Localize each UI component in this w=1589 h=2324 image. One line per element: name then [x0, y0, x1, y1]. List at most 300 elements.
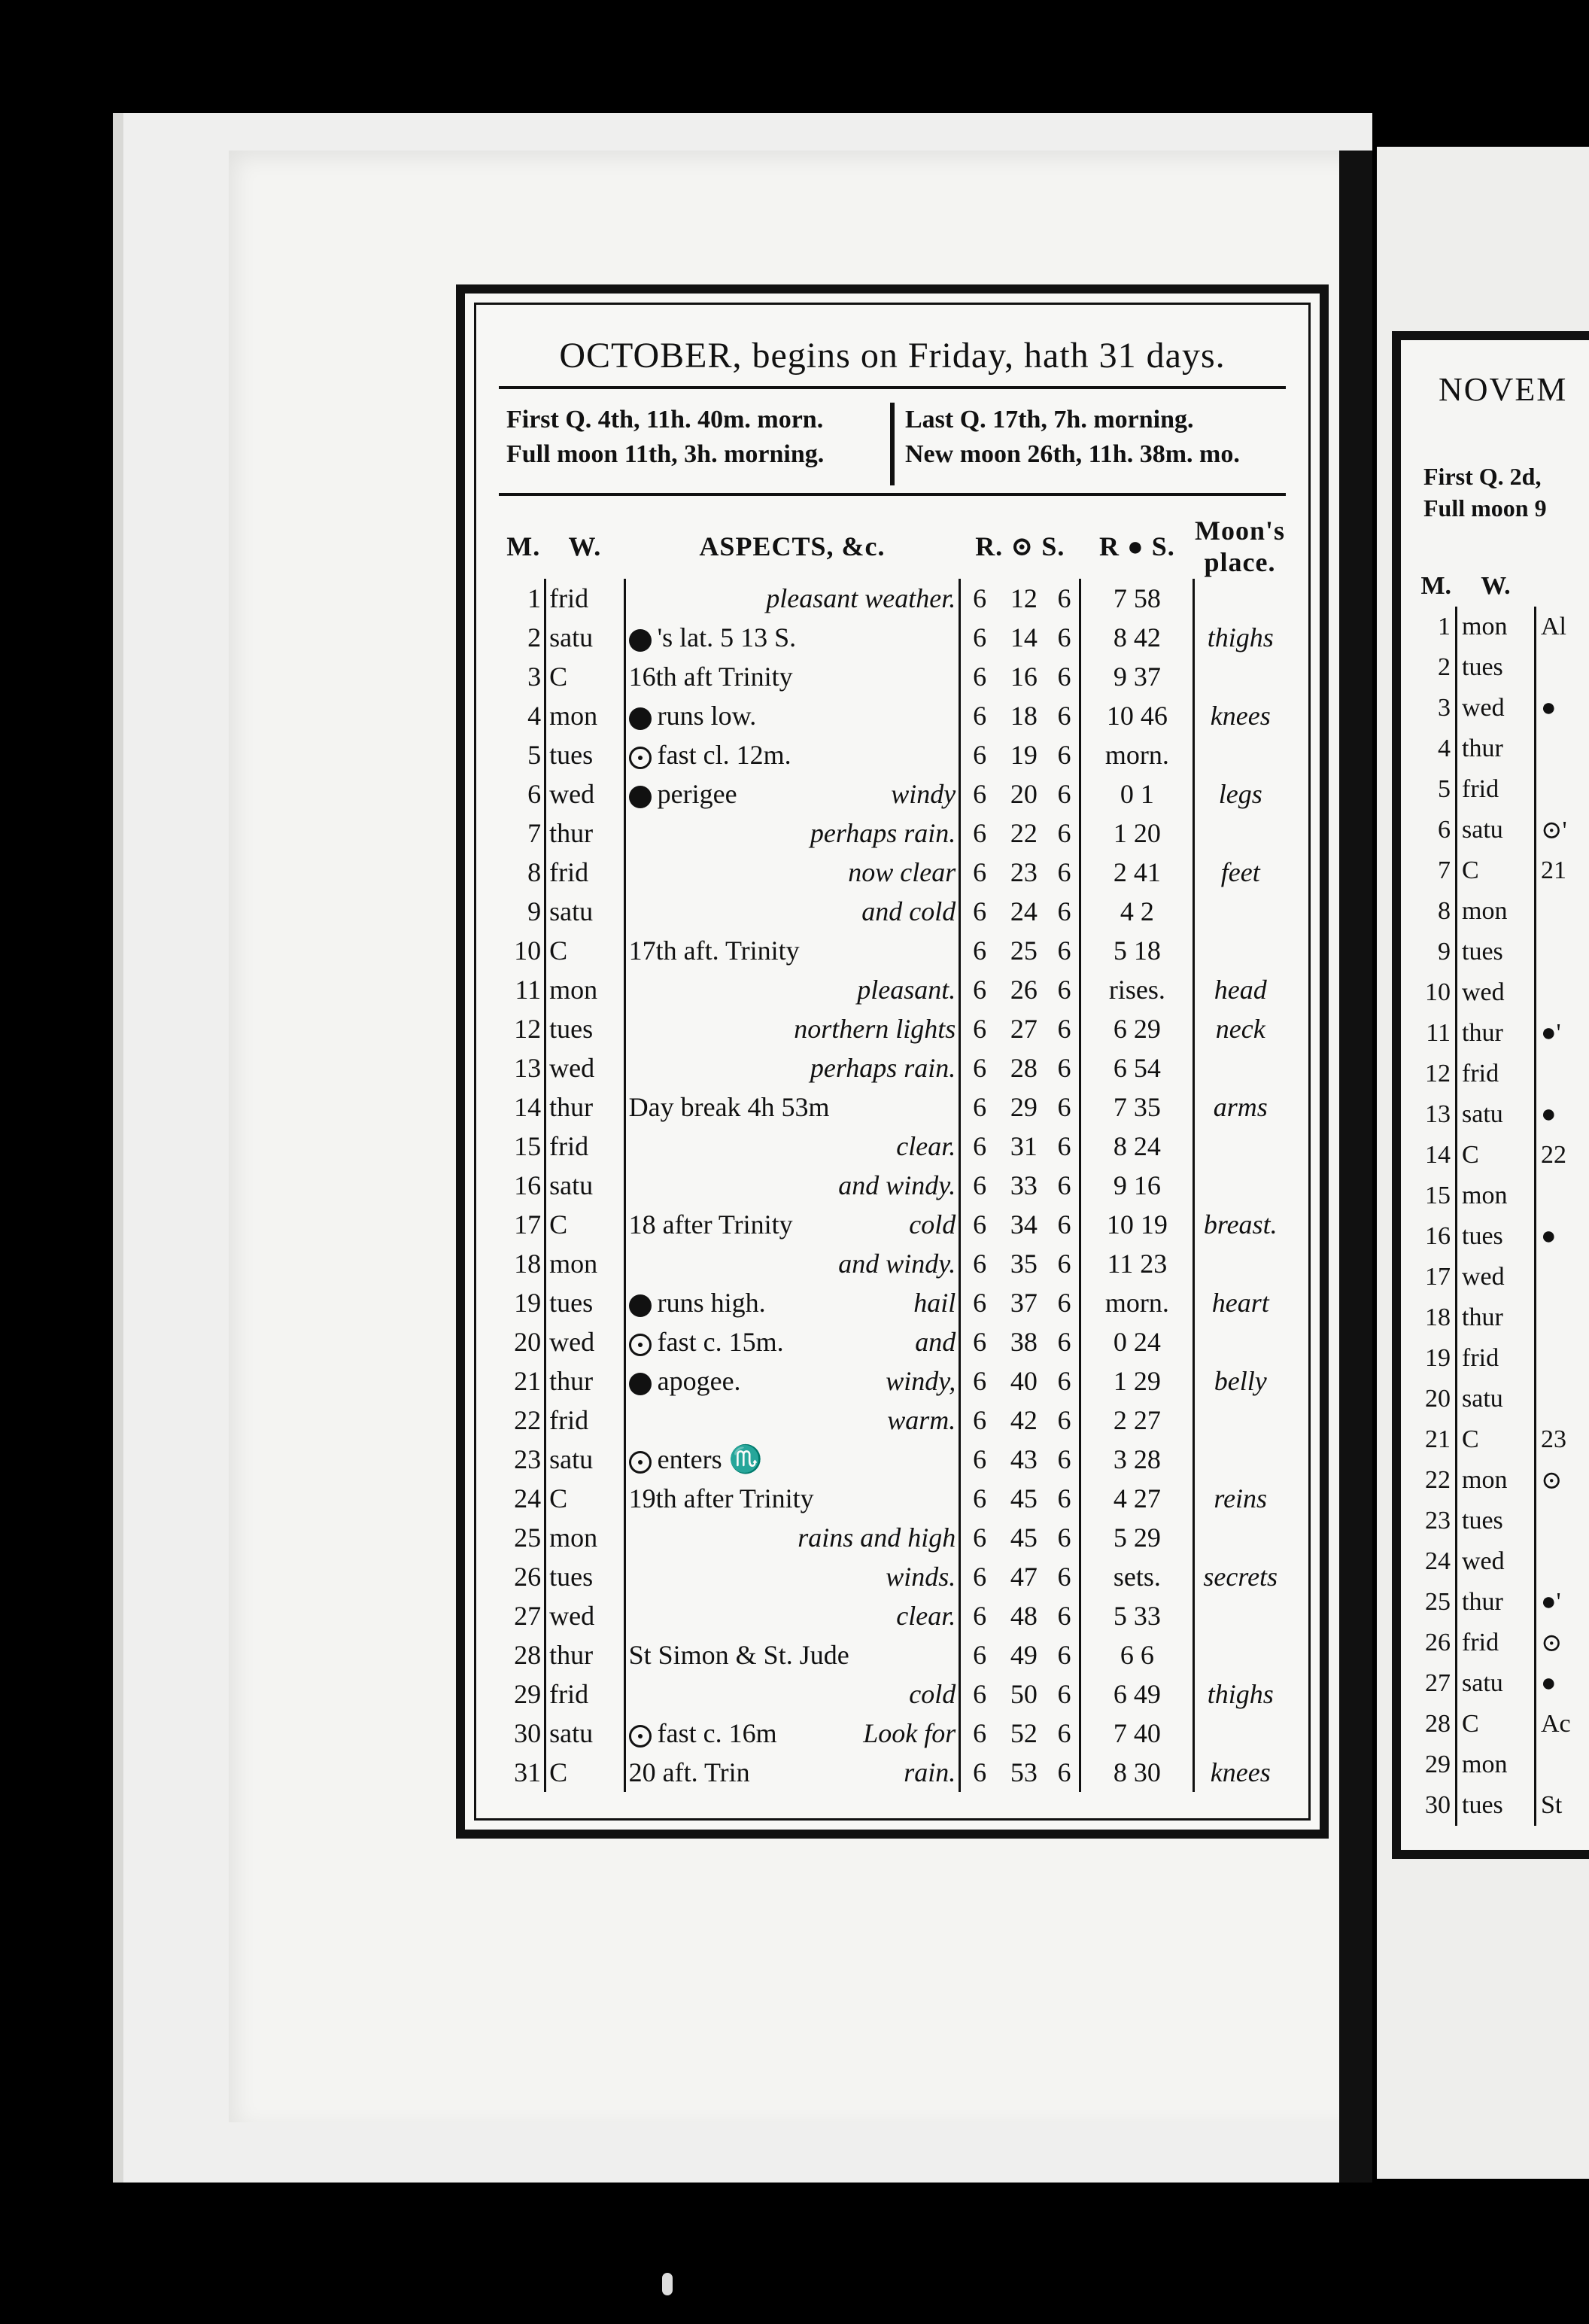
moon-icon	[629, 629, 652, 652]
nov-weekday: wed	[1457, 1541, 1536, 1582]
sunrise-hour: 6	[973, 1288, 987, 1318]
moon-rise-set: morn.	[1080, 1283, 1194, 1322]
nov-day-number: 21	[1416, 1419, 1457, 1460]
moon-place: knees	[1210, 1757, 1271, 1787]
moon-rise-set: 9 37	[1080, 657, 1194, 696]
table-row	[502, 1440, 1286, 1479]
sunset-hour: 6	[1050, 1714, 1080, 1753]
header-weekday: W.	[568, 531, 602, 561]
table-row	[502, 1714, 1286, 1753]
book-gutter	[1339, 151, 1372, 2183]
moon-rise-set: 4 27	[1080, 1479, 1194, 1518]
nov-weekday: satu	[1457, 810, 1536, 850]
day-number: 8	[502, 853, 545, 892]
table-row	[502, 1283, 1286, 1322]
weekday-cell: satu	[545, 892, 625, 931]
nov-weekday: tues	[1457, 1785, 1536, 1826]
header-moon-place: Moon's place.	[1194, 516, 1285, 577]
moon-rise-set: 2 41	[1080, 853, 1194, 892]
day-number: 28	[502, 1635, 545, 1675]
nov-weekday: C	[1457, 1135, 1536, 1176]
weather-text: rain.	[904, 1757, 956, 1787]
nov-aspect: ⊙	[1541, 1467, 1563, 1495]
nov-weekday: frid	[1457, 769, 1536, 810]
title-rule	[499, 386, 1286, 389]
weekday-cell: mon	[545, 1244, 625, 1283]
weekday-cell: wed	[545, 1596, 625, 1635]
sunset-hour: 6	[1050, 931, 1080, 970]
sunset-hour: 6	[1050, 1283, 1080, 1322]
nov-weekday: C	[1457, 1419, 1536, 1460]
table-row	[502, 1009, 1286, 1048]
moon-place	[1194, 1048, 1286, 1087]
table-row	[502, 1479, 1286, 1518]
aspect-text: 18 after Trinity	[628, 1209, 793, 1240]
moon-rise-set: 5 29	[1080, 1518, 1194, 1557]
october-table	[502, 514, 1286, 1792]
nov-day-number: 25	[1416, 1582, 1457, 1623]
sunset-hour: 6	[1050, 774, 1080, 814]
sunrise-minute: 35	[1010, 1249, 1038, 1279]
sunset-hour: 6	[1050, 1557, 1080, 1596]
nov-weekday: tues	[1457, 1216, 1536, 1257]
table-row	[1416, 647, 1589, 688]
table-row	[1416, 769, 1589, 810]
sunrise-hour: 6	[973, 662, 987, 692]
sunrise-hour: 6	[973, 935, 987, 966]
sunset-hour: 6	[1050, 892, 1080, 931]
sunrise-hour: 6	[973, 1131, 987, 1161]
sunset-hour: 6	[1050, 1048, 1080, 1087]
table-row	[1416, 1054, 1589, 1094]
sunset-hour: 6	[1050, 1753, 1080, 1792]
sunrise-hour: 6	[973, 622, 987, 652]
nov-aspect	[1536, 1338, 1589, 1379]
moon-rise-set: 7 58	[1080, 579, 1194, 618]
table-row	[1416, 972, 1589, 1013]
aspect-text: 19th after Trinity	[628, 1483, 814, 1513]
weekday-cell: mon	[545, 696, 625, 735]
nov-weekday: mon	[1457, 607, 1536, 647]
sunrise-minute: 49	[1010, 1640, 1038, 1670]
day-number: 7	[502, 814, 545, 853]
sunrise-hour: 6	[973, 1757, 987, 1787]
nov-weekday: satu	[1457, 1379, 1536, 1419]
moon-rise-set: 5 18	[1080, 931, 1194, 970]
moon-rise-set: 4 2	[1080, 892, 1194, 931]
nov-weekday: thur	[1457, 1582, 1536, 1623]
sun-icon	[629, 1725, 652, 1748]
day-number: 17	[502, 1205, 545, 1244]
moon-rise-set: 1 20	[1080, 814, 1194, 853]
nov-day-number: 9	[1416, 932, 1457, 972]
aspects-cell	[624, 931, 960, 970]
november-header-w: W.	[1481, 572, 1511, 600]
nov-weekday: frid	[1457, 1338, 1536, 1379]
aspects-cell	[624, 1283, 960, 1322]
weather-text: pleasant.	[857, 975, 956, 1005]
day-number: 18	[502, 1244, 545, 1283]
aspect-text: 20 aft. Trin	[628, 1757, 750, 1787]
november-header-row	[1416, 566, 1589, 607]
aspects-cell	[624, 696, 960, 735]
moon-rise-set: 10 46	[1080, 696, 1194, 735]
weekday-cell: C	[545, 1479, 625, 1518]
sunset-hour: 6	[1050, 814, 1080, 853]
weekday-cell: thur	[545, 814, 625, 853]
moon-rise-set: 0 1	[1080, 774, 1194, 814]
weekday-cell: tues	[545, 1283, 625, 1322]
weather-text: perhaps rain.	[810, 1053, 956, 1083]
nov-weekday: thur	[1457, 1297, 1536, 1338]
moon-place: secrets	[1203, 1562, 1278, 1592]
table-row	[502, 1244, 1286, 1283]
table-row	[502, 853, 1286, 892]
table-row	[1416, 1094, 1589, 1135]
november-calendar-frame	[1392, 331, 1589, 1859]
moon-place	[1194, 1127, 1286, 1166]
moon-rise-set: 6 49	[1080, 1675, 1194, 1714]
table-row	[1416, 1135, 1589, 1176]
first-quarter-text: First Q. 4th, 11h. 40m. morn.	[506, 406, 824, 433]
sunrise-hour: 6	[973, 1170, 987, 1200]
nov-day-number: 5	[1416, 769, 1457, 810]
aspects-cell	[624, 1087, 960, 1127]
weekday-cell: thur	[545, 1635, 625, 1675]
aspects-cell	[624, 774, 960, 814]
weather-text: warm.	[887, 1405, 956, 1435]
sunrise-minute: 52	[1010, 1718, 1038, 1748]
table-row	[502, 1675, 1286, 1714]
sunrise-hour: 6	[973, 701, 987, 731]
nov-weekday: mon	[1457, 891, 1536, 932]
day-number: 4	[502, 696, 545, 735]
aspect-text: 17th aft. Trinity	[628, 935, 800, 966]
day-number: 10	[502, 931, 545, 970]
nov-day-number: 19	[1416, 1338, 1457, 1379]
day-number: 24	[502, 1479, 545, 1518]
weekday-cell: satu	[545, 1714, 625, 1753]
nov-weekday: frid	[1457, 1054, 1536, 1094]
day-number: 19	[502, 1283, 545, 1322]
aspect-text: apogee.	[657, 1366, 741, 1396]
sunset-hour: 6	[1050, 1127, 1080, 1166]
moon-rise-set: 10 19	[1080, 1205, 1194, 1244]
aspects-cell	[624, 1596, 960, 1635]
nov-weekday: satu	[1457, 1094, 1536, 1135]
nov-weekday: C	[1457, 850, 1536, 891]
nov-day-number: 23	[1416, 1501, 1457, 1541]
sunrise-hour: 6	[973, 583, 987, 613]
moon-rise-set: 9 16	[1080, 1166, 1194, 1205]
sunrise-hour: 6	[973, 896, 987, 926]
sunrise-hour: 6	[973, 779, 987, 809]
weather-text: cold	[909, 1679, 956, 1709]
aspect-text: runs low.	[657, 701, 757, 731]
moon-phases	[506, 403, 1278, 485]
weather-text: clear.	[896, 1131, 956, 1161]
november-moon-phases	[1423, 461, 1547, 524]
weekday-cell: satu	[545, 1440, 625, 1479]
sunrise-hour: 6	[973, 1405, 987, 1435]
table-row	[1416, 932, 1589, 972]
sunset-hour: 6	[1050, 1009, 1080, 1048]
table-row	[1416, 891, 1589, 932]
sunrise-minute: 48	[1010, 1601, 1038, 1631]
aspects-cell	[624, 1635, 960, 1675]
sunrise-hour: 6	[973, 1209, 987, 1240]
november-header-a	[1536, 566, 1589, 607]
sunrise-minute: 45	[1010, 1522, 1038, 1553]
november-full-moon: Full moon 9	[1423, 494, 1547, 522]
day-number: 30	[502, 1714, 545, 1753]
nov-aspect	[1536, 1745, 1589, 1785]
moon-rise-set: 6 29	[1080, 1009, 1194, 1048]
november-first-quarter: First Q. 2d,	[1423, 463, 1542, 490]
weekday-cell: frid	[545, 1675, 625, 1714]
moon-place	[1194, 579, 1286, 618]
nov-day-number: 3	[1416, 688, 1457, 729]
sunset-hour: 6	[1050, 1440, 1080, 1479]
aspects-cell	[624, 892, 960, 931]
table-row	[502, 892, 1286, 931]
weekday-cell: thur	[545, 1361, 625, 1401]
nov-aspect: Ac	[1541, 1710, 1571, 1738]
day-number: 27	[502, 1596, 545, 1635]
nov-weekday: mon	[1457, 1176, 1536, 1216]
sunset-hour: 6	[1050, 1635, 1080, 1675]
moon-place: belly	[1214, 1366, 1267, 1396]
nov-aspect: ●	[1541, 1669, 1557, 1697]
weather-text: Look for	[863, 1718, 956, 1748]
aspects-cell	[624, 1127, 960, 1166]
moon-icon	[629, 1294, 652, 1317]
weather-text: hail	[913, 1288, 956, 1318]
nov-day-number: 22	[1416, 1460, 1457, 1501]
moon-place	[1194, 1244, 1286, 1283]
weekday-cell: thur	[545, 1087, 625, 1127]
table-row	[502, 931, 1286, 970]
weather-text: clear.	[896, 1601, 956, 1631]
weekday-cell: tues	[545, 735, 625, 774]
moon-place	[1194, 1596, 1286, 1635]
table-row	[502, 735, 1286, 774]
nov-weekday: tues	[1457, 1501, 1536, 1541]
sunrise-hour: 6	[973, 857, 987, 887]
weather-text: and	[915, 1327, 956, 1357]
sunrise-minute: 19	[1010, 740, 1038, 770]
weather-text: and windy.	[838, 1170, 956, 1200]
sunrise-minute: 18	[1010, 701, 1038, 731]
weather-text: and cold	[861, 896, 956, 926]
october-title: OCTOBER, begins on Friday, hath 31 days.	[559, 336, 1226, 376]
table-row	[1416, 1785, 1589, 1826]
moon-place: arms	[1213, 1092, 1268, 1122]
moon-rise-set: 0 24	[1080, 1322, 1194, 1361]
aspects-cell	[624, 814, 960, 853]
moon-place: neck	[1215, 1014, 1265, 1044]
day-number: 14	[502, 1087, 545, 1127]
table-row	[1416, 1582, 1589, 1623]
nov-aspect: ⊙	[1541, 1629, 1563, 1657]
nov-aspect: ●	[1541, 1222, 1557, 1250]
moon-icon	[629, 1373, 652, 1395]
moon-icon	[629, 786, 652, 808]
aspect-text: fast c. 15m.	[657, 1327, 784, 1357]
table-row	[502, 814, 1286, 853]
sunrise-minute: 45	[1010, 1483, 1038, 1513]
moon-rise-set: 8 42	[1080, 618, 1194, 657]
moon-place	[1194, 931, 1286, 970]
sunset-hour: 6	[1050, 657, 1080, 696]
day-number: 3	[502, 657, 545, 696]
sunrise-minute: 14	[1010, 622, 1038, 652]
aspect-text: 16th aft Trinity	[628, 662, 793, 692]
sunrise-minute: 29	[1010, 1092, 1038, 1122]
table-row	[1416, 1216, 1589, 1257]
day-number: 31	[502, 1753, 545, 1792]
sunset-hour: 6	[1050, 735, 1080, 774]
nov-aspect	[1536, 1297, 1589, 1338]
table-row	[502, 618, 1286, 657]
sunrise-minute: 27	[1010, 1014, 1038, 1044]
moon-place	[1194, 657, 1286, 696]
nov-aspect: ●	[1541, 694, 1557, 722]
table-row	[1416, 1338, 1589, 1379]
nov-aspect	[1536, 1541, 1589, 1582]
nov-weekday: thur	[1457, 729, 1536, 769]
sunrise-hour: 6	[973, 1444, 987, 1474]
moon-rise-set: 3 28	[1080, 1440, 1194, 1479]
aspects-cell	[624, 1048, 960, 1087]
moon-rise-set: 8 30	[1080, 1753, 1194, 1792]
moon-rise-set: 2 27	[1080, 1401, 1194, 1440]
nov-weekday: tues	[1457, 647, 1536, 688]
aspects-cell	[624, 657, 960, 696]
aspects-cell	[624, 1675, 960, 1714]
sunset-hour: 6	[1050, 1479, 1080, 1518]
day-number: 21	[502, 1361, 545, 1401]
table-row	[1416, 1623, 1589, 1663]
table-row	[1416, 1704, 1589, 1745]
moon-place	[1194, 1322, 1286, 1361]
moon-rise-set: rises.	[1080, 970, 1194, 1009]
sunrise-minute: 53	[1010, 1757, 1038, 1787]
moon-rise-set: 8 24	[1080, 1127, 1194, 1166]
moon-place	[1194, 1401, 1286, 1440]
aspect-text: 's lat. 5 13 S.	[657, 622, 797, 652]
sunrise-hour: 6	[973, 1092, 987, 1122]
nov-aspect	[1536, 729, 1589, 769]
weather-text: windy	[891, 779, 956, 809]
aspects-cell	[624, 1322, 960, 1361]
aspect-text: enters ♏	[657, 1444, 763, 1474]
nov-weekday: thur	[1457, 1013, 1536, 1054]
moon-place: head	[1214, 975, 1267, 1005]
day-number: 11	[502, 970, 545, 1009]
sun-icon	[629, 747, 652, 769]
sunrise-minute: 31	[1010, 1131, 1038, 1161]
sunrise-hour: 6	[973, 1562, 987, 1592]
day-number: 29	[502, 1675, 545, 1714]
weekday-cell: frid	[545, 1127, 625, 1166]
nov-aspect: ⊙'	[1541, 817, 1567, 844]
sunrise-minute: 12	[1010, 583, 1038, 613]
sunrise-hour: 6	[973, 1718, 987, 1748]
october-table-body	[502, 579, 1286, 1792]
sunrise-minute: 47	[1010, 1562, 1038, 1592]
table-row	[1416, 1663, 1589, 1704]
october-frame-inner	[474, 303, 1311, 1821]
nov-aspect	[1536, 769, 1589, 810]
sunset-hour: 6	[1050, 696, 1080, 735]
day-number: 9	[502, 892, 545, 931]
table-row	[1416, 850, 1589, 891]
sunrise-minute: 22	[1010, 818, 1038, 848]
sunrise-hour: 6	[973, 1053, 987, 1083]
table-row	[502, 970, 1286, 1009]
nov-aspect	[1536, 972, 1589, 1013]
sunset-hour: 6	[1050, 1675, 1080, 1714]
nov-aspect: St	[1541, 1791, 1563, 1819]
nov-day-number: 6	[1416, 810, 1457, 850]
sunrise-minute: 38	[1010, 1327, 1038, 1357]
moon-place: thighs	[1207, 622, 1274, 652]
sunset-hour: 6	[1050, 579, 1080, 618]
moon-place: thighs	[1207, 1679, 1274, 1709]
nov-day-number: 8	[1416, 891, 1457, 932]
sunrise-minute: 34	[1010, 1209, 1038, 1240]
table-row	[1416, 1257, 1589, 1297]
new-moon-text: New moon 26th, 11h. 38m. mo.	[905, 440, 1240, 468]
moon-rise-set: 6 54	[1080, 1048, 1194, 1087]
aspects-cell	[624, 1440, 960, 1479]
moon-place: feet	[1220, 857, 1260, 887]
october-calendar-frame	[456, 284, 1329, 1839]
nov-aspect	[1536, 1257, 1589, 1297]
weekday-cell: C	[545, 1205, 625, 1244]
table-row	[502, 1048, 1286, 1087]
weekday-cell: wed	[545, 1048, 625, 1087]
sunset-hour: 6	[1050, 1322, 1080, 1361]
day-number: 1	[502, 579, 545, 618]
moon-rise-set: 5 33	[1080, 1596, 1194, 1635]
nov-day-number: 13	[1416, 1094, 1457, 1135]
table-row	[1416, 1541, 1589, 1582]
aspects-cell	[624, 970, 960, 1009]
moon-place	[1194, 1440, 1286, 1479]
nov-day-number: 12	[1416, 1054, 1457, 1094]
table-row	[502, 1361, 1286, 1401]
moon-rise-set: morn.	[1080, 735, 1194, 774]
november-table-body	[1416, 607, 1589, 1826]
day-number: 2	[502, 618, 545, 657]
moon-rise-set: 1 29	[1080, 1361, 1194, 1401]
aspect-text: Day break 4h 53m	[628, 1092, 830, 1122]
moon-place: knees	[1210, 701, 1271, 731]
header-moon: R ● S.	[1099, 531, 1175, 561]
aspects-cell	[624, 1361, 960, 1401]
nov-day-number: 16	[1416, 1216, 1457, 1257]
nov-day-number: 17	[1416, 1257, 1457, 1297]
nov-day-number: 20	[1416, 1379, 1457, 1419]
full-moon-text: Full moon 11th, 3h. morning.	[506, 440, 825, 468]
sunrise-hour: 6	[973, 1601, 987, 1631]
aspects-cell	[624, 1714, 960, 1753]
october-header-row	[502, 514, 1286, 579]
moon-rise-set: 11 23	[1080, 1244, 1194, 1283]
table-row	[502, 1635, 1286, 1675]
